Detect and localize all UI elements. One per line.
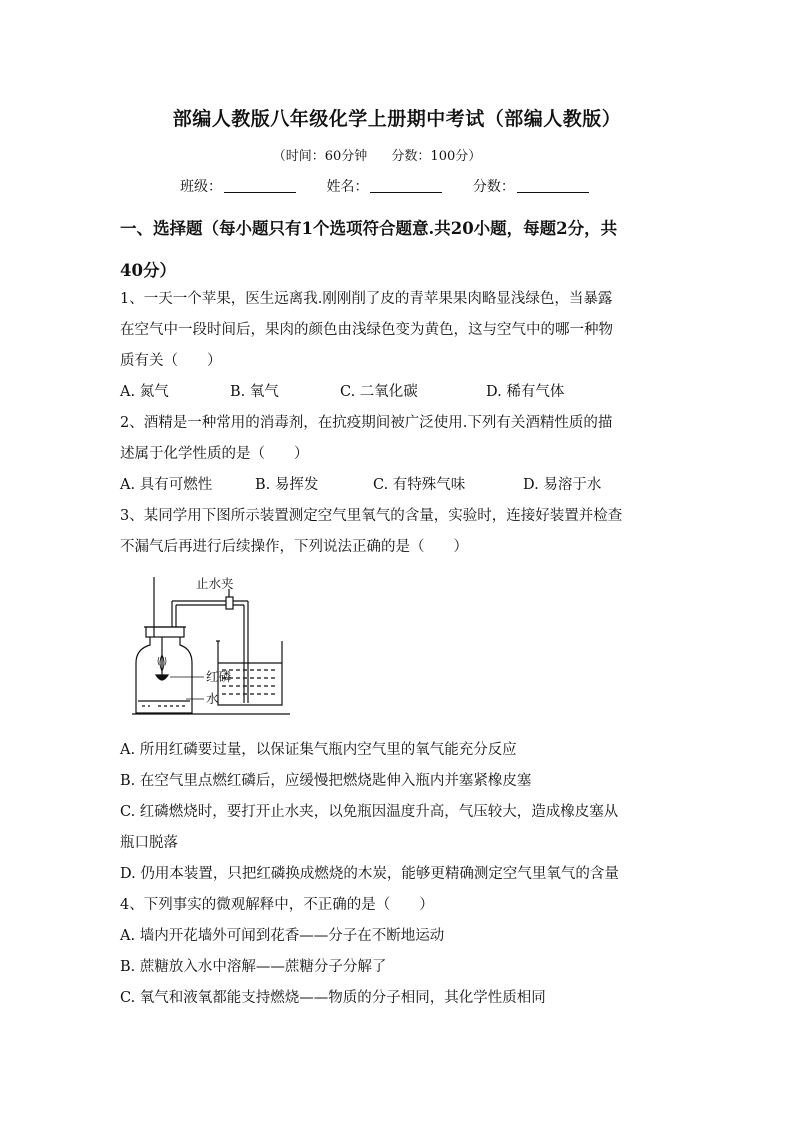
name-blank[interactable]	[370, 178, 442, 193]
label-clamp: 止水夹	[196, 576, 234, 591]
total-score: 分数：100分）	[391, 149, 482, 164]
q2-line: 述属于化学性质的是（ ）	[120, 446, 309, 462]
score-label: 分数：	[472, 179, 515, 195]
q1-line: 1、一天一个苹果，医生远离我.刚刚削了皮的青苹果果肉略显浅绿色，当暴露	[120, 291, 613, 307]
q2-option-b[interactable]: B. 易挥发	[255, 477, 319, 493]
score-field	[473, 176, 589, 196]
q2-option-d[interactable]: D. 易溶于水	[523, 477, 602, 493]
q3-line: 3、某同学用下图所示装置测定空气里氧气的含量，实验时，连接好装置并检查	[120, 508, 623, 524]
class-label: 班级：	[180, 179, 222, 195]
score-blank[interactable]	[517, 178, 589, 193]
exam-title: 部编人教版八年级化学上册期中考试（部编人教版）	[172, 108, 622, 130]
q4-choice-c[interactable]: C. 氧气和液氧都能支持燃烧——物质的分子相同，其化学性质相同	[120, 990, 546, 1006]
label-phosphorus: 红磷	[206, 669, 232, 684]
label-water: 水	[206, 691, 219, 706]
q1-line: 质有关（ ）	[120, 353, 222, 369]
q3-line: 不漏气后再进行后续操作，下列说法正确的是（ ）	[120, 539, 468, 555]
section-heading-line1: 一、选择题（每小题只有1个选项符合题意.共20小题，每题2分，共	[120, 219, 618, 238]
q2-option-c[interactable]: C. 有特殊气味	[373, 477, 466, 493]
section-heading-line2: 40分）	[120, 261, 176, 280]
q4-line: 4、下列事实的微观解释中，不正确的是（ ）	[120, 897, 434, 913]
student-info	[180, 176, 615, 196]
time-limit: （时间：60分钟	[272, 149, 368, 164]
q3-choice-d[interactable]: D. 仍用本装置，只把红磷换成燃烧的木炭，能够更精确测定空气里氧气的含量	[120, 866, 619, 882]
q3-choice-c-cont: 瓶口脱落	[120, 835, 178, 851]
q3-choice-c[interactable]: C. 红磷燃烧时，要打开止水夹，以免瓶因温度升高，气压较大，造成橡皮塞从	[120, 804, 619, 820]
q2-line: 2、酒精是一种常用的消毒剂，在抗疫期间被广泛使用.下列有关酒精性质的描	[120, 415, 613, 431]
name-field	[326, 176, 442, 196]
q1-option-b[interactable]: B. 氧气	[230, 384, 279, 400]
q4-choice-b[interactable]: B. 蔗糖放入水中溶解——蔗糖分子分解了	[120, 959, 387, 975]
q1-option-a[interactable]: A. 氮气	[120, 384, 169, 400]
name-label: 姓名：	[326, 179, 369, 195]
q3-choice-a[interactable]: A. 所用红磷要过量，以保证集气瓶内空气里的氧气能充分反应	[120, 742, 517, 758]
q2-options	[120, 470, 680, 501]
q1-line: 在空气中一段时间后，果肉的颜色由浅绿色变为黄色，这与空气中的哪一种物	[120, 322, 613, 338]
q2-option-a[interactable]: A. 具有可燃性	[120, 477, 213, 493]
class-blank[interactable]	[224, 178, 296, 193]
questions	[120, 284, 680, 1014]
q1-options	[120, 377, 680, 408]
q4-choice-a[interactable]: A. 墙内开花墙外可闻到花香——分子在不断地运动	[120, 928, 445, 944]
apparatus-figure	[132, 575, 302, 725]
class-field	[180, 176, 296, 196]
section-heading	[120, 208, 680, 292]
q1-option-c[interactable]: C. 二氧化碳	[340, 384, 418, 400]
q1-option-d[interactable]: D. 稀有气体	[486, 384, 565, 400]
exam-subtitle	[0, 145, 754, 164]
q3-choice-b[interactable]: B. 在空气里点燃红磷后，应缓慢把燃烧匙伸入瓶内并塞紧橡皮塞	[120, 773, 532, 789]
